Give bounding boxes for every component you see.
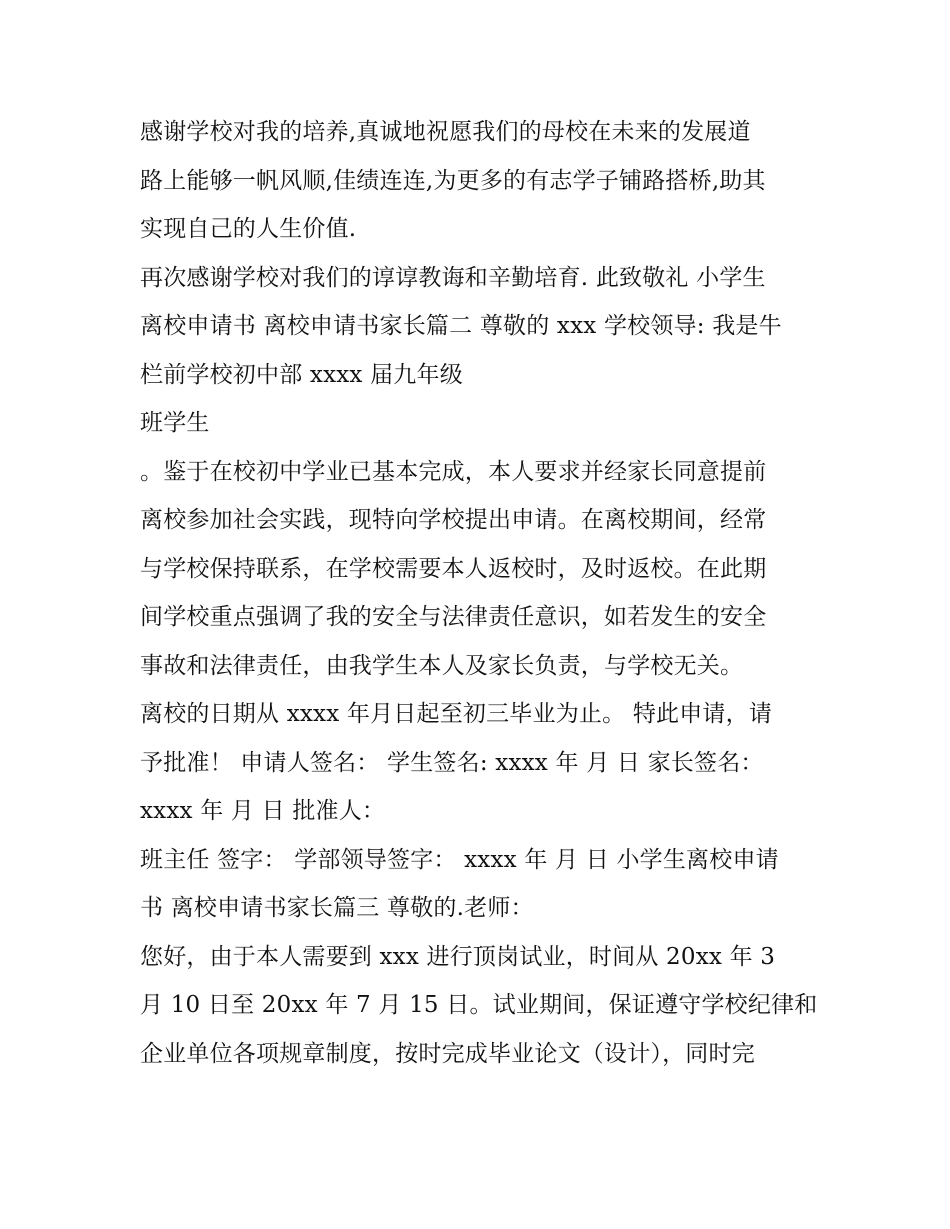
text-line: 。鉴于在校初中学业已基本完成，本人要求并经家长同意提前 [140, 458, 767, 485]
text-line: 予批准！ 申请人签名： 学生签名: xxxx 年 月 日 家长签名： [140, 749, 764, 776]
text-line: 事故和法律责任，由我学生本人及家长负责，与学校无关。 [140, 652, 744, 679]
text-line: 实现自己的人生价值. [140, 216, 357, 242]
text-line: 再次感谢学校对我们的谆谆教诲和辛勤培育. 此致敬礼 小学生 [140, 264, 766, 291]
text-line: 路上能够一帆风顺,佳绩连连,为更多的有志学子铺路搭桥,助其 [140, 167, 766, 194]
text-line: 班主任 签字： 学部领导签字： xxxx 年 月 日 小学生离校申请 [140, 846, 779, 873]
text-line: 您好，由于本人需要到 xxx 进行顶岗试业，时间从 20xx 年 3 [140, 943, 776, 970]
text-line: 与学校保持联系，在学校需要本人返校时，及时返校。在此期 [140, 555, 767, 582]
text-line: 月 10 日至 20xx 年 7 月 15 日。试业期间，保证遵守学校纪律和 [140, 992, 818, 1018]
text-line: 离校的日期从 xxxx 年月日起至初三毕业为止。 特此申请，请 [140, 701, 773, 727]
text-line: xxxx 年 月 日 批准人： [140, 798, 386, 824]
text-line: 感谢学校对我的培养,真诚地祝愿我们的母校在未来的发展道 [140, 119, 751, 145]
text-line: 书 离校申请书家长篇三 尊敬的.老师： [140, 895, 534, 921]
text-line: 栏前学校初中部 xxxx 届九年级 [140, 361, 463, 388]
text-line: 企业单位各项规章制度，按时完成毕业论文（设计），同时完 [140, 1040, 755, 1067]
text-line: 离校参加社会实践，现特向学校提出申请。在离校期间，经常 [140, 507, 767, 533]
text-line: 间学校重点强调了我的安全与法律责任意识，如若发生的安全 [140, 604, 767, 630]
text-line: 离校申请书 离校申请书家长篇二 尊敬的 xxx 学校领导: 我是牛 [140, 313, 782, 339]
text-line: 班学生 [140, 410, 210, 436]
document-body [140, 108, 830, 1078]
